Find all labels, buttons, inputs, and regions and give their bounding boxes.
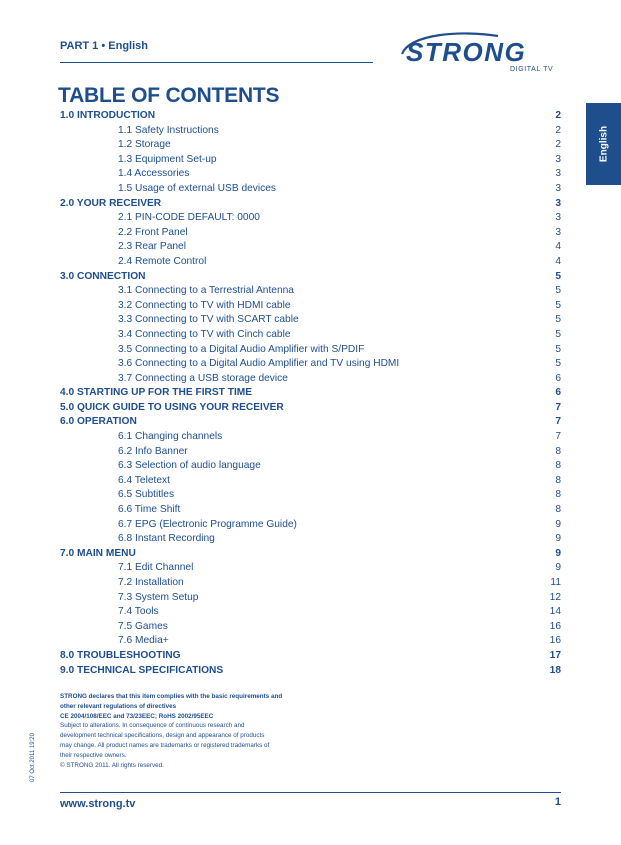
toc-entry-page: 2 bbox=[555, 139, 561, 151]
toc-entry-page: 7 bbox=[555, 416, 561, 428]
toc-entry-page: 8 bbox=[555, 445, 561, 457]
toc-entry-page: 5 bbox=[555, 328, 561, 340]
toc-entry-title: 7.1 Edit Channel bbox=[118, 562, 194, 574]
declaration-line: © STRONG 2011. All rights reserved. bbox=[60, 761, 164, 769]
toc-subsection-row[interactable] bbox=[60, 240, 561, 255]
toc-entry-page: 16 bbox=[549, 635, 561, 647]
toc-subsection-row[interactable] bbox=[60, 357, 561, 372]
page-number: 1 bbox=[554, 796, 561, 808]
toc-entry-page: 8 bbox=[555, 504, 561, 516]
toc-entry-page: 17 bbox=[549, 649, 561, 661]
toc-entry-page: 18 bbox=[549, 664, 561, 676]
language-side-tab bbox=[586, 103, 621, 185]
toc-entry-title: 3.3 Connecting to TV with SCART cable bbox=[118, 314, 299, 326]
compliance-declaration bbox=[60, 692, 320, 770]
toc-entry-title: 4.0 STARTING UP FOR THE FIRST TIME bbox=[60, 387, 253, 399]
toc-section-row[interactable] bbox=[60, 386, 561, 401]
toc-entry-title: 5.0 QUICK GUIDE TO USING YOUR RECEIVER bbox=[60, 401, 284, 413]
toc-entry-title: 2.0 YOUR RECEIVER bbox=[60, 197, 162, 209]
toc-entry-page: 4 bbox=[555, 255, 561, 267]
footer-website-link[interactable]: www.strong.tv bbox=[60, 798, 136, 810]
toc-entry-title: 8.0 TROUBLESHOOTING bbox=[60, 649, 181, 661]
toc-entry-page: 7 bbox=[555, 401, 561, 413]
footer-divider bbox=[60, 792, 561, 793]
toc-entry-title: 7.4 Tools bbox=[118, 606, 159, 618]
toc-entry-page: 3 bbox=[555, 212, 561, 224]
toc-entry-title: 6.5 Subtitles bbox=[118, 489, 175, 501]
toc-entry-title: 7.5 Games bbox=[118, 620, 168, 632]
page-title: TABLE OF CONTENTS bbox=[58, 84, 280, 107]
toc-entry-title: 1.2 Storage bbox=[118, 139, 171, 151]
toc-subsection-row[interactable] bbox=[60, 459, 561, 474]
declaration-line: their respective owners. bbox=[60, 751, 127, 759]
toc-subsection-row[interactable] bbox=[60, 284, 561, 299]
toc-entry-title: 3.2 Connecting to TV with HDMI cable bbox=[118, 299, 291, 311]
toc-entry-page: 12 bbox=[549, 591, 561, 603]
toc-entry-page: 7 bbox=[555, 431, 561, 443]
toc-subsection-row[interactable] bbox=[60, 182, 561, 197]
toc-entry-title: 6.4 Teletext bbox=[118, 474, 170, 486]
declaration-line: Subject to alterations. In consequence of continuous research and bbox=[60, 722, 245, 730]
toc-entry-title: 6.2 Info Banner bbox=[118, 445, 188, 457]
toc-entry-title: 6.7 EPG (Electronic Programme Guide) bbox=[118, 518, 297, 530]
toc-entry-page: 9 bbox=[555, 562, 561, 574]
toc-entry-title: 2.1 PIN-CODE DEFAULT: 0000 bbox=[118, 212, 260, 224]
toc-subsection-row[interactable] bbox=[60, 313, 561, 328]
toc-entry-page: 8 bbox=[555, 474, 561, 486]
toc-entry-page: 4 bbox=[555, 241, 561, 253]
toc-entry-title: 7.6 Media+ bbox=[118, 635, 169, 647]
toc-entry-title: 7.0 MAIN MENU bbox=[60, 547, 136, 559]
toc-section-row[interactable] bbox=[60, 109, 561, 124]
toc-entry-title: 3.1 Connecting to a Terrestrial Antenna bbox=[118, 285, 294, 297]
toc-entry-page: 5 bbox=[555, 358, 561, 370]
toc-subsection-row[interactable] bbox=[60, 605, 561, 620]
declaration-bold-line: STRONG declares that this item complies with the basic requirements and bbox=[60, 693, 283, 700]
toc-section-row[interactable] bbox=[60, 415, 561, 430]
toc-subsection-row[interactable] bbox=[60, 430, 561, 445]
declaration-bold-line: CE 2004/108/EEC and 73/23EEC; RoHS 2002/95EEC bbox=[60, 712, 214, 720]
toc-entry-page: 3 bbox=[555, 168, 561, 180]
toc-list bbox=[60, 109, 561, 678]
toc-subsection-row[interactable] bbox=[60, 518, 561, 533]
toc-entry-title: 3.4 Connecting to TV with Cinch cable bbox=[118, 328, 291, 340]
part-label: PART 1 • English bbox=[60, 40, 148, 52]
declaration-line: may change. All product names are trademarks or registered trademarks of bbox=[60, 741, 270, 749]
toc-entry-title: 6.8 Instant Recording bbox=[118, 533, 215, 545]
toc-subsection-row[interactable] bbox=[60, 445, 561, 460]
toc-entry-page: 9 bbox=[555, 518, 561, 530]
toc-entry-title: 3.5 Connecting to a Digital Audio Amplifier with S/PDIF bbox=[118, 343, 365, 355]
toc-entry-title: 2.4 Remote Control bbox=[118, 255, 207, 267]
toc-subsection-row[interactable] bbox=[60, 299, 561, 314]
toc-subsection-row[interactable] bbox=[60, 153, 561, 168]
toc-subsection-row[interactable] bbox=[60, 620, 561, 635]
language-side-tab-label: English bbox=[598, 125, 609, 163]
toc-subsection-row[interactable] bbox=[60, 124, 561, 139]
toc-entry-title: 2.3 Rear Panel bbox=[118, 241, 186, 253]
toc-entry-page: 6 bbox=[555, 372, 561, 384]
toc-subsection-row[interactable] bbox=[60, 343, 561, 358]
toc-subsection-row[interactable] bbox=[60, 167, 561, 182]
toc-entry-page: 8 bbox=[555, 460, 561, 472]
toc-entry-page: 8 bbox=[555, 489, 561, 501]
toc-entry-page: 9 bbox=[555, 547, 561, 559]
toc-section-row[interactable] bbox=[60, 197, 561, 212]
toc-section-row[interactable] bbox=[60, 664, 561, 679]
toc-subsection-row[interactable] bbox=[60, 532, 561, 547]
toc-entry-title: 3.0 CONNECTION bbox=[60, 270, 146, 282]
toc-section-row[interactable] bbox=[60, 401, 561, 416]
declaration-line: development technical specifications, design and appearance of products bbox=[60, 732, 265, 740]
print-date-stamp: 07 Oct 2011 19:20 bbox=[30, 733, 36, 782]
toc-entry-page: 5 bbox=[555, 285, 561, 297]
toc-entry-page: 9 bbox=[555, 533, 561, 545]
toc-subsection-row[interactable] bbox=[60, 591, 561, 606]
toc-entry-title: 7.3 System Setup bbox=[118, 591, 199, 603]
logo-wordmark: STRONG bbox=[406, 37, 527, 67]
toc-entry-page: 5 bbox=[555, 343, 561, 355]
toc-subsection-row[interactable] bbox=[60, 474, 561, 489]
toc-entry-page: 3 bbox=[555, 226, 561, 238]
toc-section-row[interactable] bbox=[60, 547, 561, 562]
toc-entry-title: 9.0 TECHNICAL SPECIFICATIONS bbox=[60, 664, 224, 676]
toc-entry-title: 7.2 Installation bbox=[118, 577, 184, 588]
toc-entry-title: 6.0 OPERATION bbox=[60, 416, 137, 428]
toc-subsection-row[interactable] bbox=[60, 328, 561, 343]
declaration-bold-line: other relevant regulations of directives bbox=[60, 702, 177, 710]
toc-entry-page: 5 bbox=[555, 314, 561, 326]
toc-entry-page: 11 bbox=[550, 577, 561, 588]
toc-subsection-row[interactable] bbox=[60, 211, 561, 226]
toc-entry-page: 5 bbox=[555, 299, 561, 311]
toc-subsection-row[interactable] bbox=[60, 488, 561, 503]
toc-section-row[interactable] bbox=[60, 649, 561, 664]
toc-entry-page: 3 bbox=[555, 153, 561, 165]
toc-section-row[interactable] bbox=[60, 270, 561, 285]
toc-entry-title: 1.3 Equipment Set-up bbox=[118, 153, 217, 165]
toc-entry-title: 3.7 Connecting a USB storage device bbox=[118, 372, 288, 384]
toc-subsection-row[interactable] bbox=[60, 561, 561, 576]
toc-entry-page: 6 bbox=[555, 387, 561, 399]
header-divider bbox=[60, 62, 373, 63]
toc-subsection-row[interactable] bbox=[60, 634, 561, 649]
toc-subsection-row[interactable] bbox=[60, 503, 561, 518]
toc-subsection-row[interactable] bbox=[60, 255, 561, 270]
toc-entry-title: 6.3 Selection of audio language bbox=[118, 460, 261, 472]
toc-entry-title: 1.0 INTRODUCTION bbox=[60, 110, 156, 121]
toc-entry-title: 6.6 Time Shift bbox=[118, 504, 181, 516]
toc-entry-page: 3 bbox=[555, 182, 561, 194]
toc-entry-title: 3.6 Connecting to a Digital Audio Amplifier and TV using HDMI bbox=[118, 358, 400, 370]
toc-entry-title: 1.4 Accessories bbox=[118, 168, 190, 180]
toc-entry-page: 2 bbox=[555, 124, 561, 136]
toc-subsection-row[interactable] bbox=[60, 138, 561, 153]
toc-entry-page: 14 bbox=[549, 606, 561, 618]
logo-subtitle: DIGITAL TV bbox=[510, 66, 554, 73]
toc-subsection-row[interactable] bbox=[60, 576, 561, 591]
toc-entry-title: 1.1 Safety Instructions bbox=[118, 124, 219, 136]
toc-entry-page: 3 bbox=[555, 197, 561, 209]
toc-entry-page: 2 bbox=[555, 110, 561, 121]
toc-subsection-row[interactable] bbox=[60, 226, 561, 241]
toc-subsection-row[interactable] bbox=[60, 372, 561, 387]
toc-entry-title: 6.1 Changing channels bbox=[118, 431, 223, 443]
toc-entry-page: 16 bbox=[549, 620, 561, 632]
toc-entry-page: 5 bbox=[555, 270, 561, 282]
toc-entry-title: 2.2 Front Panel bbox=[118, 226, 188, 238]
toc-entry-title: 1.5 Usage of external USB devices bbox=[118, 182, 276, 194]
